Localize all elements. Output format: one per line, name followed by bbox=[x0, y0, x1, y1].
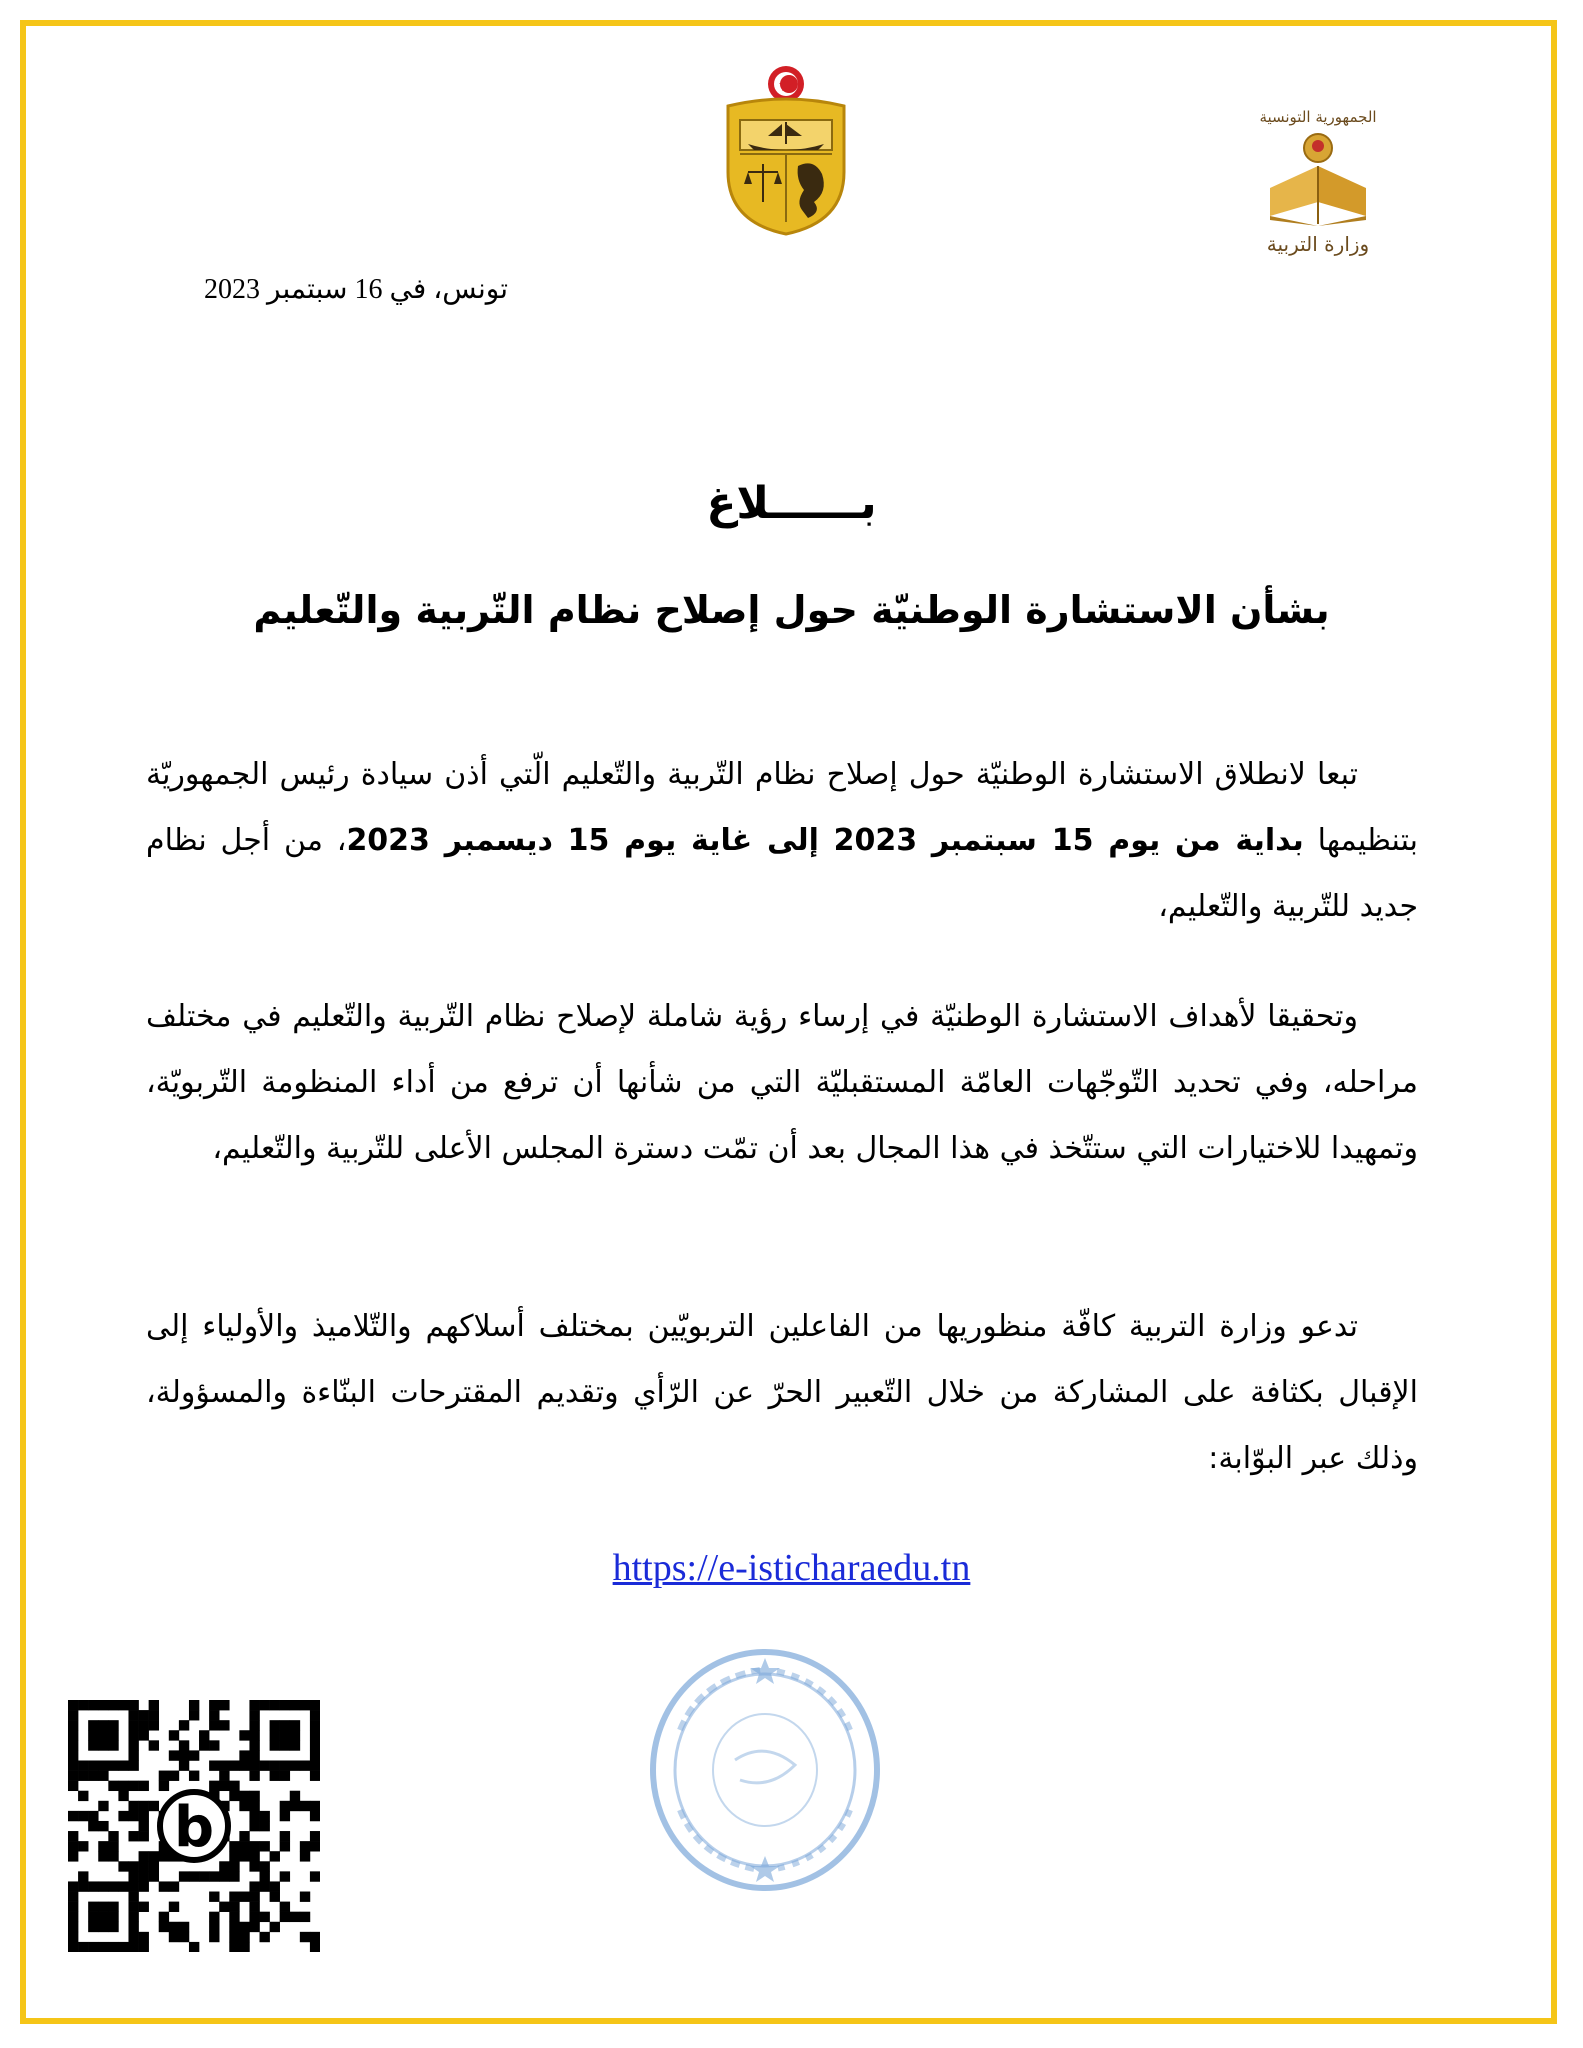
ministry-logo-top-text: الجمهورية التونسية bbox=[1259, 108, 1377, 126]
document-subtitle: بشأن الاستشارة الوطنيّة حول إصلاح نظام التّربية والتّعليم bbox=[253, 588, 1330, 632]
qr-code-icon bbox=[68, 1700, 320, 1952]
paragraph-3 bbox=[146, 1294, 1418, 1492]
paragraph-1-dates: بداية من يوم 15 سبتمبر 2023 إلى غاية يوم 15 ديسمبر 2023 bbox=[346, 823, 1304, 858]
portal-link-container bbox=[0, 1546, 1583, 1590]
ministry-logo bbox=[1256, 108, 1380, 288]
coat-of-arms-emblem bbox=[718, 62, 854, 238]
portal-link[interactable]: https://e-isticharaedu.tn bbox=[612, 1547, 971, 1589]
official-seal-stamp bbox=[640, 1640, 890, 1900]
paragraph-1-end: ، من أجل نظام جديد للتّربية والتّعليم، bbox=[146, 823, 1418, 924]
svg-text:b: b bbox=[173, 1795, 215, 1860]
paragraph-1-intro: تبعا لانطلاق الاستشارة الوطنيّة حول إصلاح نظام التّربية والتّعليم الّتي أذن سيادة رئيس الجمهوريّة بتنظيمها bbox=[146, 757, 1419, 858]
document-date: تونس، في 16 سبتمبر 2023 bbox=[204, 274, 508, 305]
paragraph-1 bbox=[146, 742, 1418, 940]
paragraph-2 bbox=[146, 984, 1418, 1182]
paragraph-2-text: وتحقيقا لأهداف الاستشارة الوطنيّة في إرساء رؤية شاملة لإصلاح نظام التّربية والتّعليم في مختلف مراحله، وفي تحديد التّوجّهات العامّة المستقبليّة التي من شأنها أن ترفع من أداء المنظومة التّربويّة، وتمهيدا للاختيارات التي ستتّخذ في هذا المجال بعد أن تمّت دسترة المجلس الأعلى للتّربية والتّعليم، bbox=[146, 999, 1418, 1166]
document-title: بــــــلاغ bbox=[706, 478, 877, 529]
ministry-book-emblem-icon bbox=[1256, 126, 1380, 226]
ministry-logo-name: وزارة التربية bbox=[1266, 232, 1370, 256]
paragraph-3-text: تدعو وزارة التربية كافّة منظوريها من الفاعلين التربويّين بمختلف أسلاكهم والتّلاميذ والأولياء إلى الإقبال بكثافة على المشاركة من خلال التّعبير الحرّ عن الرّأي وتقديم المقترحات البنّاءة والمسؤولة، وذلك عبر البوّابة: bbox=[146, 1309, 1418, 1476]
